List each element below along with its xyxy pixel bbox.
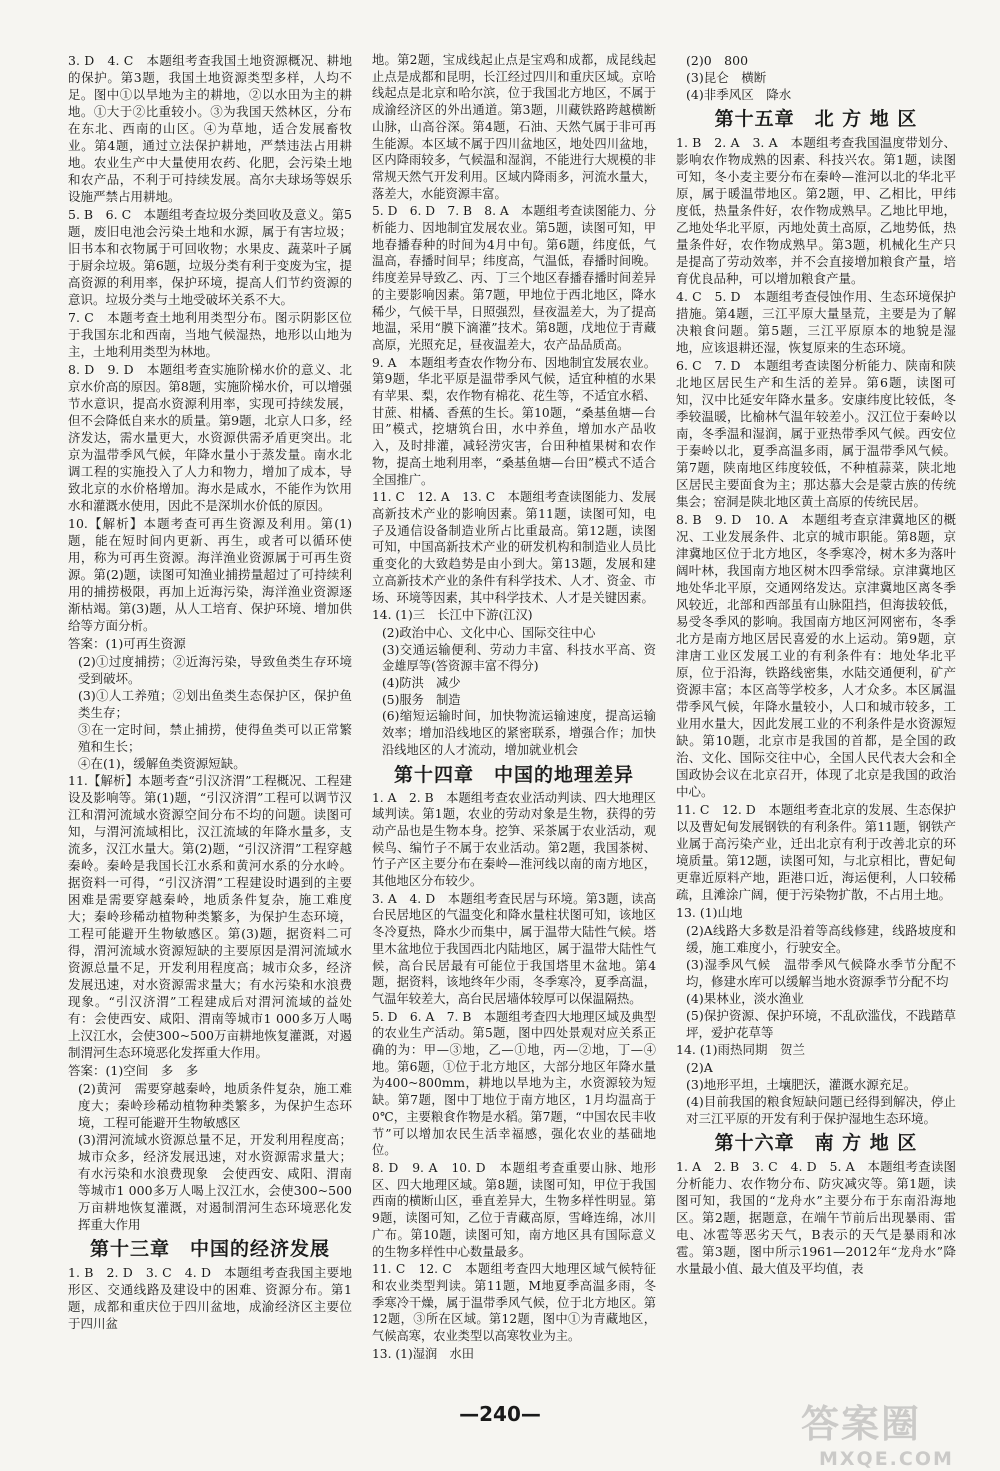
watermark-logo [801,1393,986,1470]
answer-paragraph: 5. B 6. C 本题组考查垃圾分类回收及意义。第5题，废旧电池会污染土地和水源，属于有害垃圾；旧书本和衣物属于可回收物；水果皮、蔬菜叶子属于厨余垃圾。第6题，垃圾分类有利于变废为宝，提高资源的利用率，保护环境，提高人们节约资源的意识。垃圾分类与土地受破坏关系不大。 [68,207,352,307]
answer-paragraph: 4. C 5. D 本题组考查侵蚀作用、生态环境保护措施。第4题，三江平原大量垦荒，主要是为了解决粮食问题。第5题，三江平原原本的地貌是湿地，应该退耕还湿，恢复原来的生态环境。 [676,289,956,355]
chapter-heading: 第十六章 南 方 地 区 [714,1132,918,1154]
answer-subline: (2)A线路大多数是沿着等高线修建，线路坡度和缓，施工难度小，行驶安全。 [686,923,956,955]
answer-subline: (2)黄河 需要穿越秦岭，地质条件复杂，施工难度大；秦岭珍稀动植物种类繁多，为保护生态环境，工程可能避开生物敏感区 [78,1081,352,1130]
answer-column-1 [68,52,352,1333]
answer-subline: (2)A [686,1060,713,1075]
answer-paragraph: 14. (1)三 长江中下游(江汉) [372,608,533,623]
answer-subline: (3)地形平坦，土壤肥沃，灌溉水源充足。 [686,1077,917,1092]
answer-subline: (3)湿季风气候 温带季风气候降水季节分配不均，修建水库可以缓解当地水资源季节分配不均 [686,957,956,989]
answer-paragraph: 答案：(1)空间 多 多 [68,1063,199,1078]
chapter-heading: 第十五章 北 方 地 区 [714,108,918,130]
answer-subline: (4)目前我国的粮食短缺问题已经得到解决，停止对三江平原的开发有利于保护湿地生态环境。 [686,1094,956,1126]
answer-paragraph: 5. D 6. A 7. B 本题组考查四大地理区域及典型的农业生产活动。第5题，图中四处景观对应关系正确的为：甲—③地，乙—①地，丙—②地，丁—④地。第6题，①位于北方地区，大部分地区年降水量为400~800mm，耕地以旱地为主，水资源较为短缺。第7题，图中丁地位于南方地区，1月均温高于0℃，主要粮食作物是水稻。第7题，“中国农民丰收节”可以增加农民生活幸福感，强化农业的基础地位。 [372,1009,656,1158]
answer-subline: (3)①人工养殖；②划出鱼类生态保护区，保护鱼类生存； [78,688,352,720]
watermark-url: MXQE.COM [819,1448,954,1470]
answer-subline: (2)0 800 [686,53,749,68]
answer-subline: (5)服务 制造 [382,692,461,707]
answer-subline: (2)政治中心、文化中心、国际交往中心 [382,625,596,640]
answer-subline: (4)非季风区 降水 [686,87,792,102]
answer-subline: (5)保护资源、保护环境，不乱砍滥伐，不践踏草坪，爱护花草等 [686,1008,956,1040]
answer-subline: (3)昆仑 横断 [686,70,767,85]
answer-subline: (2)①过度捕捞；②近海污染，导致鱼类生存环境受到破坏。 [78,654,352,686]
answer-paragraph: 8. B 9. D 10. A 本题组考查京津冀地区的概况、工业发展条件、北京的城市职能。第8题，京津冀地区位于北方地区，冬季寒冷，树木多为落叶阔叶林，我国南方地区树木四季常绿。京津冀地区地处华北平原，交通网络发达。京津冀地区离冬季风较近，北部和西部虽有山脉阻挡，但海拔较低，易受冬季风的影响。我国南方地区河网密布，冬季北方是南方地区居民喜爱的水上运动。第9题，京津唐工业区发展工业的有利条件有：地处华北平原，位于沿海，铁路线密集，水陆交通便利，矿产资源丰富；本区高等学校多，人才众多。本区属温带季风气候，年降水量较小，人口和城市较多，工业用水量大，因此发展工业的不利条件是水资源短缺。第10题，北京市是我国的首都，是全国的政治、文化、国际交往中心，全国人民代表大会和全国政协会议在北京召开，体现了北京是我国的政治中心。 [676,512,956,799]
answer-paragraph: 7. C 本题考查土地利用类型分布。图示阴影区位于我国东北和西南，当地气候湿热，地形以山地为主，土地利用类型为林地。 [68,310,352,359]
answer-paragraph: 答案：(1)可再生资源 [68,636,186,651]
answer-paragraph: 11.【解析】本题考查“引汉济渭”工程概况、工程建设及影响等。第(1)题，“引汉济渭”工程可以调节汉江和渭河流域水资源空间分布不均的问题。读图可知，与渭河流域相比，汉江流域的年降水量多，支流多，汉江水量大。第(2)题，“引汉济渭”工程穿越秦岭。秦岭是我国长江水系和黄河水系的分水岭。据资料一可得，“引汉济渭”工程建设时遇到的主要困难是需要穿越秦岭，地质条件复杂，施工难度大；秦岭珍稀动植物种类繁多，为保护生态环境，工程可能避开生物敏感区。第(3)题，据资料二可得，渭河流域水资源短缺的主要原因是渭河流域水资源总量不足，开发利用程度高；城市众多，经济发展迅速，对水资源需求量大；有水污染和水浪费现象。“引汉济渭”工程建成后对渭河流域的益处有：会使西安、咸阳、渭南等城市1 000多万人喝上汉江水，会使300~500万亩耕地恢复灌溉，对遏制渭河生态环境恶化发挥重大作用。 [68,773,352,1060]
answer-subline: (4)果林业，淡水渔业 [686,991,804,1006]
chapter-heading: 第十三章 中国的经济发展 [89,1238,330,1260]
answer-column-3 [676,52,956,1278]
watermark-text: 答案圈 [801,1402,922,1446]
chapter-heading: 第十四章 中国的地理差异 [393,763,634,786]
answer-paragraph: 9. A 本题组考查农作物分布、因地制宜发展农业。第9题，华北平原是温带季风气候，适宜种植的水果有苹果、梨，农作物有棉花、花生等，不适宜水稻、甘蔗、柑橘、香蕉的生长。第10题，“桑基鱼塘—台田”模式，挖塘筑台田，水中养鱼，增加水产品收入，及时排灌，减轻涝灾害，台田种植果树和农作物，提高土地利用率，“桑基鱼塘—台田”模式不适合全国推广。 [372,355,656,487]
answer-paragraph: 8. D 9. A 10. D 本题组考查重要山脉、地形区、四大地理区域。第8题，读图可知，甲位于我国西南的横断山区，垂直差异大，生物多样性明显。第9题，读图可知，乙位于青藏高原，雪峰连绵，冰川广布。第10题，读图可知，南方地区具有国际意义的生物多样性中心数量最多。 [372,1161,656,1259]
answer-paragraph: 13. (1)湿润 水田 [372,1346,474,1361]
answer-subline: ③在一定时间，禁止捕捞，使得鱼类可以正常繁殖和生长； [78,722,352,754]
answer-paragraph: 6. C 7. D 本题组考查读图分析能力、陕南和陕北地区居民生产和生活的差异。第6题，读图可知，汉中比延安年降水量多。安康纬度比较低，冬季较温暖，比榆林气温年较差小。汉江位于秦岭以南，冬季温和湿润，属于亚热带季风气候。西安位于秦岭以北，夏季高温多雨，属于温带季风气候。第7题，陕南地区纬度较低，不种植蒜菜，陕北地区居民主要面食为主；那达慕大会是蒙古族的传统集会；窑洞是陕北地区黄土高原的传统民居。 [676,358,956,509]
answer-paragraph: 地。第2题，宝成线起止点是宝鸡和成都，成昆线起止点是成都和昆明，长江经过四川和重庆区域。京哈线起点是北京和哈尔滨，位于我国北方地区，不属于成渝经济区的外出通道。第3题，川藏铁路跨越横断山脉，山高谷深。第4题，石油、天然气属于非可再生能源。本区域不属于四川盆地区，地处四川盆地，区内降雨较多，气候温和湿润，不能进行大规模的非常规天然气开发利用。区域内降雨多，河流水量大，落差大，水能资源丰富。 [372,53,656,201]
answer-subline: ④在(1)，缓解鱼类资源短缺。 [78,756,246,771]
answer-paragraph: 11. C 12. C 本题组考查四大地理区域气候特征和农业类型判读。第11题，M地夏季高温多雨，冬季寒冷干燥，属于温带季风气候，位于北方地区。第12题，③所在区域。第12题，图中①为青藏地区，气候高寒，农业类型以高寒牧业为主。 [372,1262,656,1344]
answer-subline: (6)缩短运输时间，加快物流运输速度，提高运输效率；增加沿线地区的紧密联系，增强合作；加快沿线地区的人才流动，增加就业机会 [382,709,656,757]
answer-subline: (3)渭河流域水资源总量不足，开发利用程度高；城市众多，经济发展迅速，对水资源需求量大；有水污染和水浪费现象 会使西安、咸阳、渭南等城市1 000多万人喝上汉江水，会使300~500万亩耕地恢复灌溉，对遏制渭河生态环境恶化发挥重大作用 [78,1132,352,1232]
answer-paragraph: 11. C 12. A 13. C 本题组考查读图能力、发展高新技术产业的影响因素。第11题，读图可知，电子及通信设备制造业所占比重最高。第12题，读图可知，中国高新技术产业的研发机构和制造业人员比重变化的大致趋势是由小到大。第13题，发展和建立高新技术产业的条件有科学技术、人才、资金、市场、环境等因素，其中科学技术、人才是关键因素。 [372,490,656,605]
answer-paragraph: 13. (1)山地 [676,905,743,920]
answer-paragraph: 3. A 4. D 本题组考查民居与环境。第3题，读高台民居地区的气温变化和降水量柱状图可知，该地区冬冷夏热，降水少而集中，属于温带大陆性气候。塔里木盆地位于我国西北内陆地区，属于温带大陆性气候，高台民居最有可能位于我国塔里木盆地。第4题，据资料，该地终年少雨，冬季寒冷，夏季高温，气温年较差大，高台民居墙体较厚可以保温隔热。 [372,891,656,1006]
answer-paragraph: 3. D 4. C 本题组考查我国土地资源概况、耕地的保护。第3题，我国土地资源类型多样，人均不足。图中①以旱地为主的耕地，②以水田为主的耕地。①大于②比重较小。③为我国天然林区，分布在东北、西南的山区。④为草地，适合发展畜牧业。第4题，通过立法保护耕地，严禁违法占用耕地。农业生产中大量使用农药、化肥，会污染土地和农产品，不利于可持续发展。高尔夫球场等娱乐设施严禁占用耕地。 [68,53,352,204]
answer-paragraph: 10.【解析】本题考查可再生资源及利用。第(1)题，能在短时间内更新、再生，或者可以循环使用，称为可再生资源。海洋渔业资源属于可再生资源。第(2)题，读图可知渔业捕捞量超过了可持续利用的捕捞极限，再加上近海污染，海洋渔业资源逐渐枯竭。第(3)题，从人工培育、保护环境、增加供给等方面分析。 [68,516,352,633]
answer-paragraph: 1. B 2. D 3. C 4. D 本题组考查我国主要地形区、交通线路及建设中的困难、资源分布。第1题，成都和重庆位于四川盆地，成渝经济区主要位于四川盆 [68,1265,352,1331]
answer-paragraph: 1. B 2. A 3. A 本题组考查我国温度带划分、影响农作物成熟的因素、科技兴农。第1题，读图可知，冬小麦主要分布在秦岭—淮河以北的华北平原，属于暖温带地区。第2题，甲、乙相比，甲纬度低，热量条件好，农作物成熟早。乙地比甲地，乙地处华北平原，丙地处黄土高原，乙地势低，热量条件好，农作物成熟早。第3题，机械化生产只是提高了劳动效率，并不会直接增加粮食产量，培育优良品种，可以增加粮食产量。 [676,135,956,286]
page-number: —240— [459,1402,541,1426]
answer-subline: (4)防洪 减少 [382,676,461,691]
answer-paragraph: 8. D 9. D 本题组考查实施阶梯水价的意义、北京水价高的原因。第8题，实施阶梯水价，可以增强节水意识，提高水资源利用率，实现可持续发展，但不会降低自来水的质量。第9题，北京人口多，经济发达，需水量更大，水资源供需矛盾更突出。北京为温带季风气候，年降水量小于蒸发量。南水北调工程的实施投入了人力和物力，增加了成本，导致北京的水价格增加。海水是咸水，不能作为饮用水和灌溉水使用，因此不是深圳水价低的原因。 [68,362,352,513]
answer-column-2 [372,52,656,1363]
answer-paragraph: 5. D 6. D 7. B 8. A 本题组考查读图能力、分析能力、因地制宜发展农业。第5题，读图可知，甲地春播春种的时间为4月中旬。第6题，纬度低，气温高，春播时间早；纬度高，气温低，春播时间晚。纬度差异导致乙、丙、丁三个地区春播春播时间差异的主要影响因素。第7题，甲地位于西北地区，降水稀少，气候干旱，日照强烈，昼夜温差大，为了提高地温，采用“膜下滴灌”技术。第8题，戊地位于青藏高原，光照充足，昼夜温差大，农产品品质高。 [372,204,656,352]
answer-paragraph: 14. (1)雨热同期 贺兰 [676,1042,806,1057]
answer-paragraph: 11. C 12. D 本题组考查北京的发展、生态保护以及曹妃甸发展钢铁的有利条件。第11题，钢铁产业属于高污染产业，迁出北京有利于改善北京的环境质量。第12题，读图可知，与北京相比，曹妃甸更靠近原料产地，距港口近，海运便利，人口较稀疏，且滩涂广阔，便于污染物扩散，不占用土地。 [676,802,956,902]
answer-paragraph: 1. A 2. B 3. C 4. D 5. A 本题组考查读图分析能力、农作物分布、防灾减灾等。第1题，读图可知，我国的“龙舟水”主要分布于东南沿海地区。第2题，据题意，在端午节前后出现暴雨、雷电、冰雹等恶劣天气，B表示的天气是暴雨和冰雹。第3题，图中所示1961—2012年“龙舟水”降水量最小值、最大值及平均值，表 [676,1159,956,1276]
answer-paragraph: 1. A 2. B 本题组考查农业活动判读、四大地理区域判读。第1题，农业的劳动对象是生物，获得的劳动产品也是生物本身。挖笋、采茶属于农业活动，观候鸟、编竹子不属于农业活动。第2题，我国茶树、竹子产区主要分布在秦岭—淮河线以南的南方地区，其他地区分布较少。 [372,790,656,889]
answer-subline: (3)交通运输便利、劳动力丰富、科技水平高、资金雄厚等(答资源丰富不得分) [382,642,656,674]
